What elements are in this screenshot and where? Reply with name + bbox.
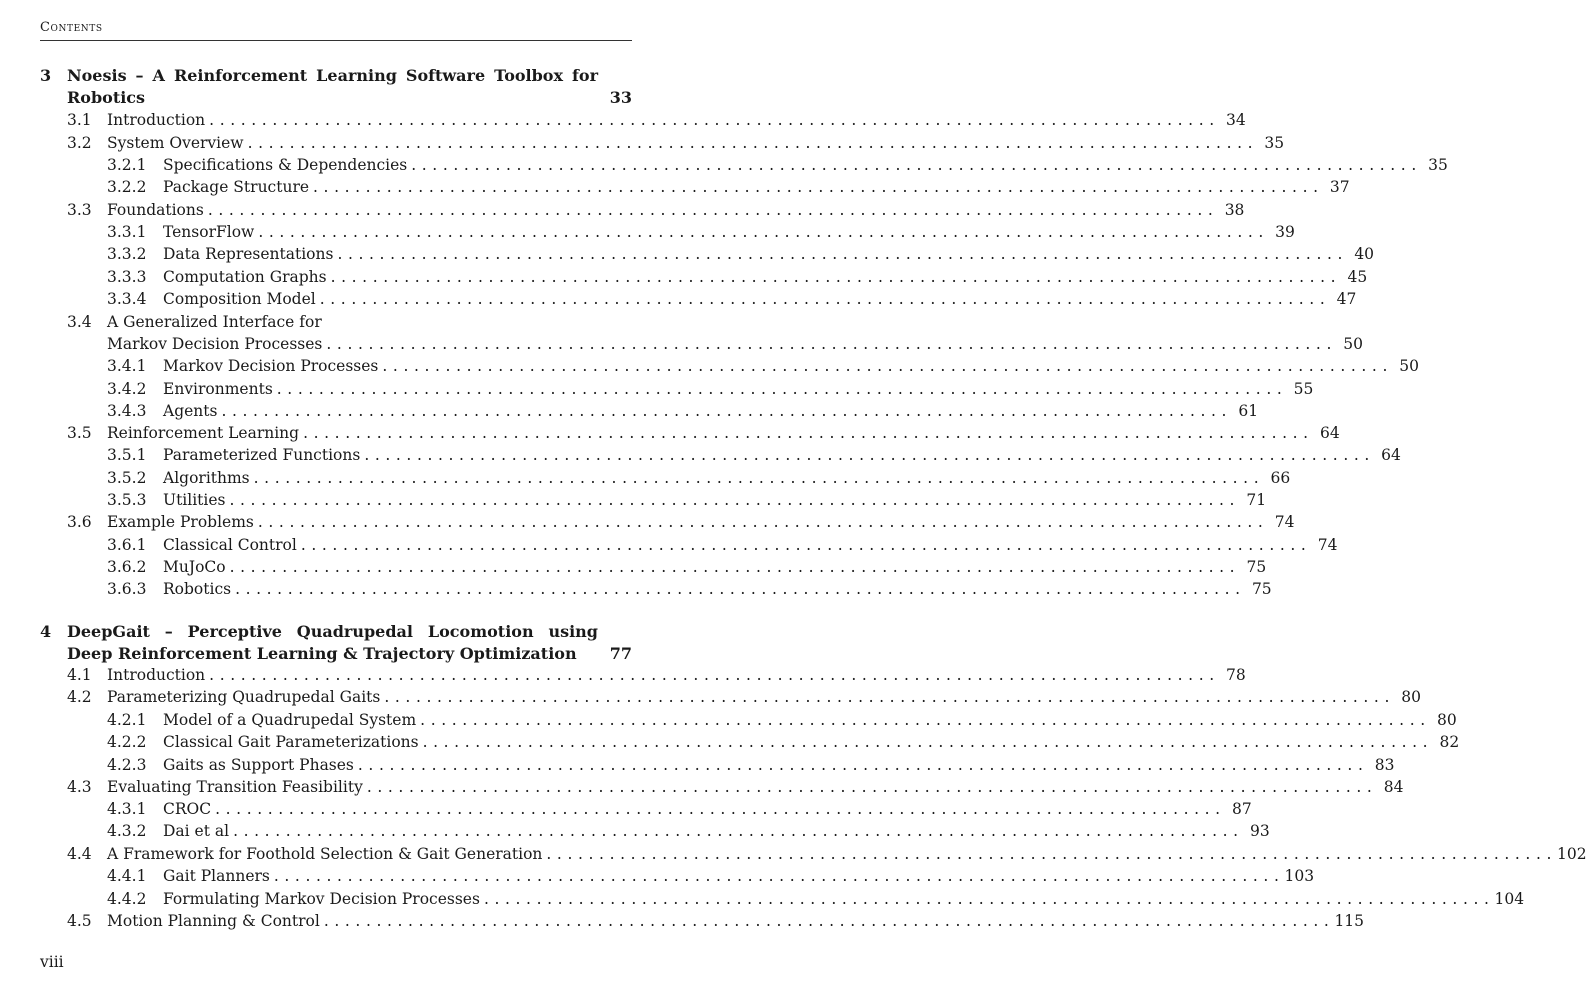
toc-entry-3-4-3[interactable]: 3.4.3 Agents ................................................................................................ 61 xyxy=(107,402,1259,420)
dot-leader: ................................................................................................ xyxy=(483,890,1495,908)
toc-entry-4-3[interactable]: 4.3 Evaluating Transition Feasibility ................................................................................................ 84 xyxy=(67,778,1404,796)
chapter-title: Noesis – A Reinforcement Learning Software Toolbox for Robotics xyxy=(67,66,598,107)
toc-entry-3-6-2[interactable]: 3.6.2 MuJoCo ................................................................................................ 75 xyxy=(107,558,1267,576)
toc-entry-4-2-1[interactable]: 4.2.1 Model of a Quadrupedal System ................................................................................................ 80 xyxy=(107,711,1457,729)
toc-entry-4-4-1[interactable]: 4.4.1 Gait Planners ................................................................................................ 103 xyxy=(107,867,1315,885)
toc-entry-3-2[interactable]: 3.2 System Overview ................................................................................................ 35 xyxy=(67,134,1285,152)
toc-entry-3-4[interactable]: Markov Decision Processes ................................................................................................ 50 xyxy=(107,335,1363,353)
toc-entry-3-6-3[interactable]: 3.6.3 Robotics ................................................................................................ 75 xyxy=(107,580,1272,598)
chapter-number: 4 xyxy=(40,622,52,641)
running-title: Contents xyxy=(40,20,103,35)
toc-entry-3-4-2[interactable]: 3.4.2 Environments ................................................................................................ 55 xyxy=(107,380,1314,398)
toc-entry-3-6-1[interactable]: 3.6.1 Classical Control ................................................................................................ 74 xyxy=(107,536,1338,554)
dot-leader: ................................................................................................ xyxy=(253,469,1265,487)
toc-entry-3-5-2[interactable]: 3.5.2 Algorithms ................................................................................................ 66 xyxy=(107,469,1291,487)
dot-leader: ................................................................................................ xyxy=(382,357,1393,375)
dot-leader: ................................................................................................ xyxy=(229,558,1241,576)
dot-leader: ................................................................................................ xyxy=(366,778,1378,796)
toc-entry-3-3-3[interactable]: 3.3.3 Computation Graphs ................................................................................................ 45 xyxy=(107,268,1368,286)
toc-entry-3-3-1[interactable]: 3.3.1 TensorFlow ................................................................................................ 39 xyxy=(107,223,1295,241)
dot-leader: ................................................................................................ xyxy=(229,491,1241,509)
chapter-title: DeepGait – Perceptive Quadrupedal Locomotion using Deep Reinforcement Learning & Trajectory Optimization xyxy=(67,622,598,663)
dot-leader: ................................................................................................ xyxy=(273,867,1285,885)
toc-entry-4-4[interactable]: 4.4 A Framework for Foothold Selection & Gait Generation ................................................................................................ 102 xyxy=(67,845,1587,863)
dot-leader: ................................................................................................ xyxy=(258,223,1269,241)
dot-leader: ................................................................................................ xyxy=(411,156,1422,174)
toc-entry-3-4-title-line1[interactable]: A Generalized Interface for xyxy=(107,313,322,331)
toc-entry-3-5[interactable]: 3.5 Reinforcement Learning ................................................................................................ 64 xyxy=(67,424,1340,442)
toc-entry-4-5[interactable]: 4.5 Motion Planning & Control ................................................................................................ 115 xyxy=(67,912,1365,930)
toc-chapter-3[interactable] xyxy=(40,65,632,109)
dot-leader: ................................................................................................ xyxy=(330,268,1342,286)
toc-entry-3-6[interactable]: 3.6 Example Problems ................................................................................................ 74 xyxy=(67,513,1295,531)
dot-leader: ................................................................................................ xyxy=(276,380,1288,398)
dot-leader: ................................................................................................ xyxy=(364,446,1375,464)
dot-leader: ................................................................................................ xyxy=(247,134,1259,152)
chapter-page: 33 xyxy=(609,88,632,107)
toc-entry-4-2-3[interactable]: 4.2.3 Gaits as Support Phases ................................................................................................ 83 xyxy=(107,756,1395,774)
dot-leader: ................................................................................................ xyxy=(209,666,1220,684)
toc-entry-3-3[interactable]: 3.3 Foundations ................................................................................................ 38 xyxy=(67,201,1245,219)
chapter-page: 77 xyxy=(609,644,632,663)
dot-leader: ................................................................................................ xyxy=(326,335,1337,353)
toc-entry-4-1[interactable]: 4.1 Introduction ................................................................................................ 78 xyxy=(67,666,1246,684)
toc-entry-3-2-1[interactable]: 3.2.1 Specifications & Dependencies ................................................................................................ 35 xyxy=(107,156,1448,174)
dot-leader: ................................................................................................ xyxy=(257,513,1269,531)
dot-leader: ................................................................................................ xyxy=(235,580,1246,598)
toc-entry-3-3-4[interactable]: 3.3.4 Composition Model ................................................................................................ 47 xyxy=(107,290,1357,308)
dot-leader: ................................................................................................ xyxy=(215,800,1226,818)
toc-entry-3-5-1[interactable]: 3.5.1 Parameterized Functions ................................................................................................ 64 xyxy=(107,446,1401,464)
toc-entry-3-1[interactable]: 3.1 Introduction ................................................................................................ 34 xyxy=(67,111,1246,129)
dot-leader: ................................................................................................ xyxy=(207,201,1219,219)
page-number-footer: viii xyxy=(40,953,64,971)
toc-entry-4-2-2[interactable]: 4.2.2 Classical Gait Parameterizations ................................................................................................ 82 xyxy=(107,733,1460,751)
dot-leader: ................................................................................................ xyxy=(357,756,1369,774)
dot-leader: ................................................................................................ xyxy=(303,424,1314,442)
dot-leader: ................................................................................................ xyxy=(384,688,1395,706)
toc-entry-4-3-1[interactable]: 4.3.1 CROC ................................................................................................ 87 xyxy=(107,800,1252,818)
dot-leader: ................................................................................................ xyxy=(209,111,1220,129)
toc-entry-3-4-1[interactable]: 3.4.1 Markov Decision Processes ................................................................................................ 50 xyxy=(107,357,1419,375)
toc-entry-3-5-3[interactable]: 3.5.3 Utilities ................................................................................................ 71 xyxy=(107,491,1267,509)
toc-entry-4-2[interactable]: 4.2 Parameterizing Quadrupedal Gaits ................................................................................................ 80 xyxy=(67,688,1421,706)
dot-leader: ................................................................................................ xyxy=(546,845,1557,863)
toc-entry-3-3-2[interactable]: 3.3.2 Data Representations ................................................................................................ 40 xyxy=(107,245,1375,263)
dot-leader: ................................................................................................ xyxy=(323,912,1335,930)
dot-leader: ................................................................................................ xyxy=(422,733,1434,751)
dot-leader: ................................................................................................ xyxy=(337,245,1349,263)
toc-entry-3-4-number: 3.4 xyxy=(67,313,92,331)
dot-leader: ................................................................................................ xyxy=(233,822,1244,840)
toc-entry-4-3-2[interactable]: 4.3.2 Dai et al ................................................................................................ 93 xyxy=(107,822,1270,840)
toc-chapter-4[interactable] xyxy=(40,621,632,665)
dot-leader: ................................................................................................ xyxy=(319,290,1331,308)
toc-entry-3-2-2[interactable]: 3.2.2 Package Structure ................................................................................................ 37 xyxy=(107,178,1350,196)
dot-leader: ................................................................................................ xyxy=(221,402,1233,420)
chapter-number: 3 xyxy=(40,66,52,85)
dot-leader: ................................................................................................ xyxy=(420,711,1431,729)
toc-entry-4-4-2[interactable]: 4.4.2 Formulating Markov Decision Processes ................................................................................................ 104 xyxy=(107,890,1525,908)
dot-leader: ................................................................................................ xyxy=(313,178,1324,196)
running-header xyxy=(40,20,632,41)
dot-leader: ................................................................................................ xyxy=(300,536,1312,554)
